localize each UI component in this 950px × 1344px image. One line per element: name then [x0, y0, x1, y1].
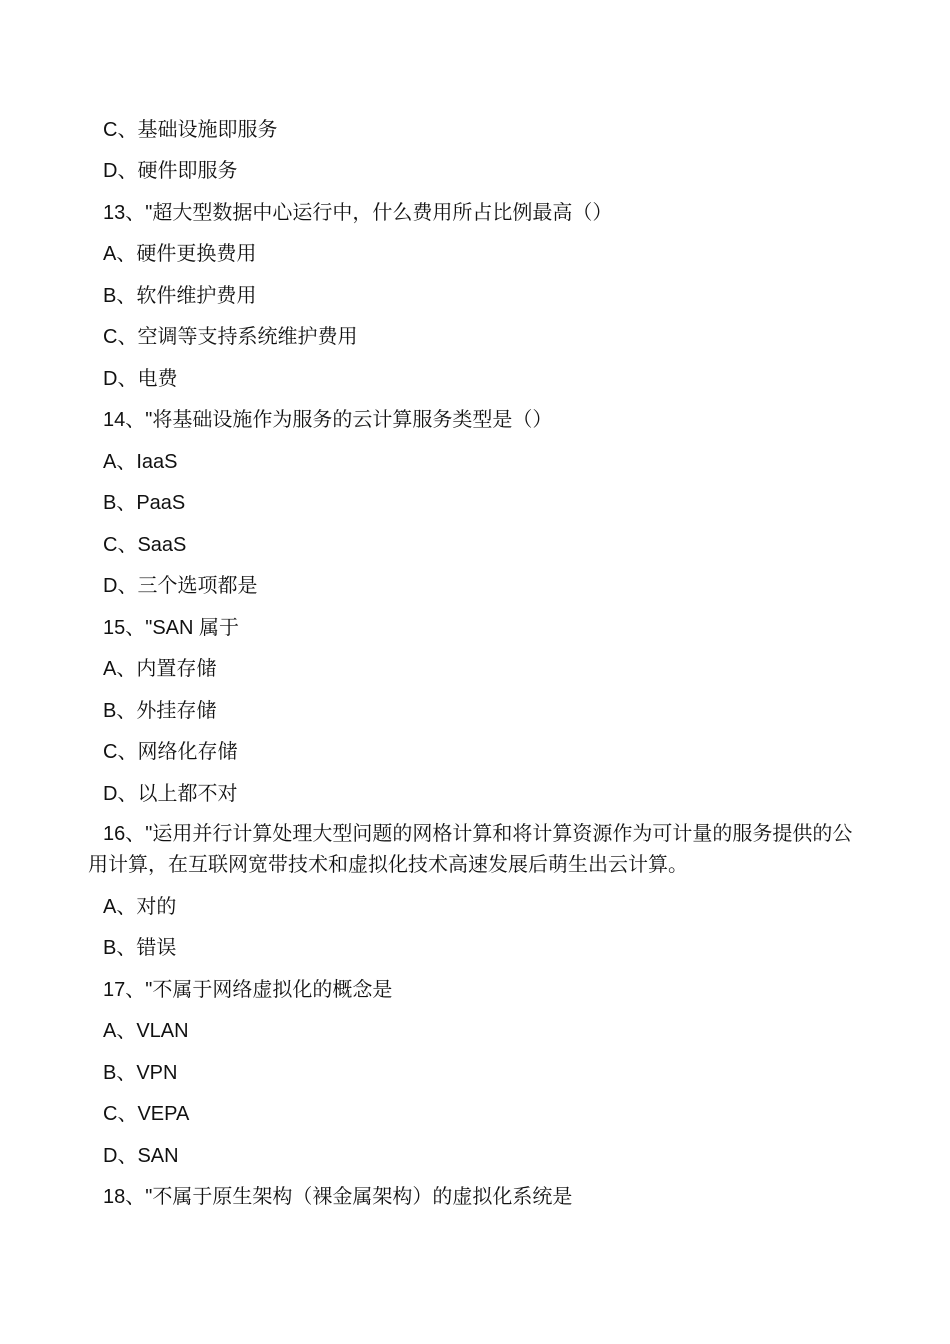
option-d-q14: D、三个选项都是	[103, 575, 258, 597]
option-b-q17: B、VPN	[103, 1062, 178, 1084]
option-b-q15: B、外挂存储	[103, 700, 217, 722]
question-15: 15、"SAN 属于	[103, 617, 240, 639]
option-d-q13: D、电费	[103, 368, 178, 390]
option-c-q13: C、空调等支持系统维护费用	[103, 326, 358, 348]
option-a-q14: A、IaaS	[103, 451, 178, 473]
option-a-q15: A、内置存储	[103, 658, 217, 680]
question-18: 18、"不属于原生架构（裸金属架构）的虚拟化系统是	[103, 1186, 573, 1208]
option-d-q12: D、硬件即服务	[103, 160, 238, 182]
option-d-q15: D、以上都不对	[103, 783, 238, 805]
question-17: 17、"不属于网络虚拟化的概念是	[103, 979, 393, 1001]
option-d-q17: D、SAN	[103, 1145, 179, 1167]
question-14: 14、"将基础设施作为服务的云计算服务类型是（）	[103, 409, 553, 431]
question-13: 13、"超大型数据中心运行中，什么费用所占比例最高（）	[103, 202, 613, 224]
option-b-q13: B、软件维护费用	[103, 285, 257, 307]
option-c-q12: C、基础设施即服务	[103, 119, 278, 141]
option-a-q16: A、对的	[103, 896, 177, 918]
option-c-q14: C、SaaS	[103, 534, 187, 556]
option-c-q17: C、VEPA	[103, 1103, 190, 1125]
option-a-q13: A、硬件更换费用	[103, 243, 257, 265]
option-b-q14: B、PaaS	[103, 492, 186, 514]
option-c-q15: C、网络化存储	[103, 741, 238, 763]
option-b-q16: B、错误	[103, 937, 177, 959]
question-16: 16、"运用并行计算处理大型问题的网格计算和将计算资源作为可计量的服务提供的公用计算，在互联网宽带技术和虚拟化技术高速发展后萌生出云计算。	[88, 823, 853, 876]
option-a-q17: A、VLAN	[103, 1020, 189, 1042]
